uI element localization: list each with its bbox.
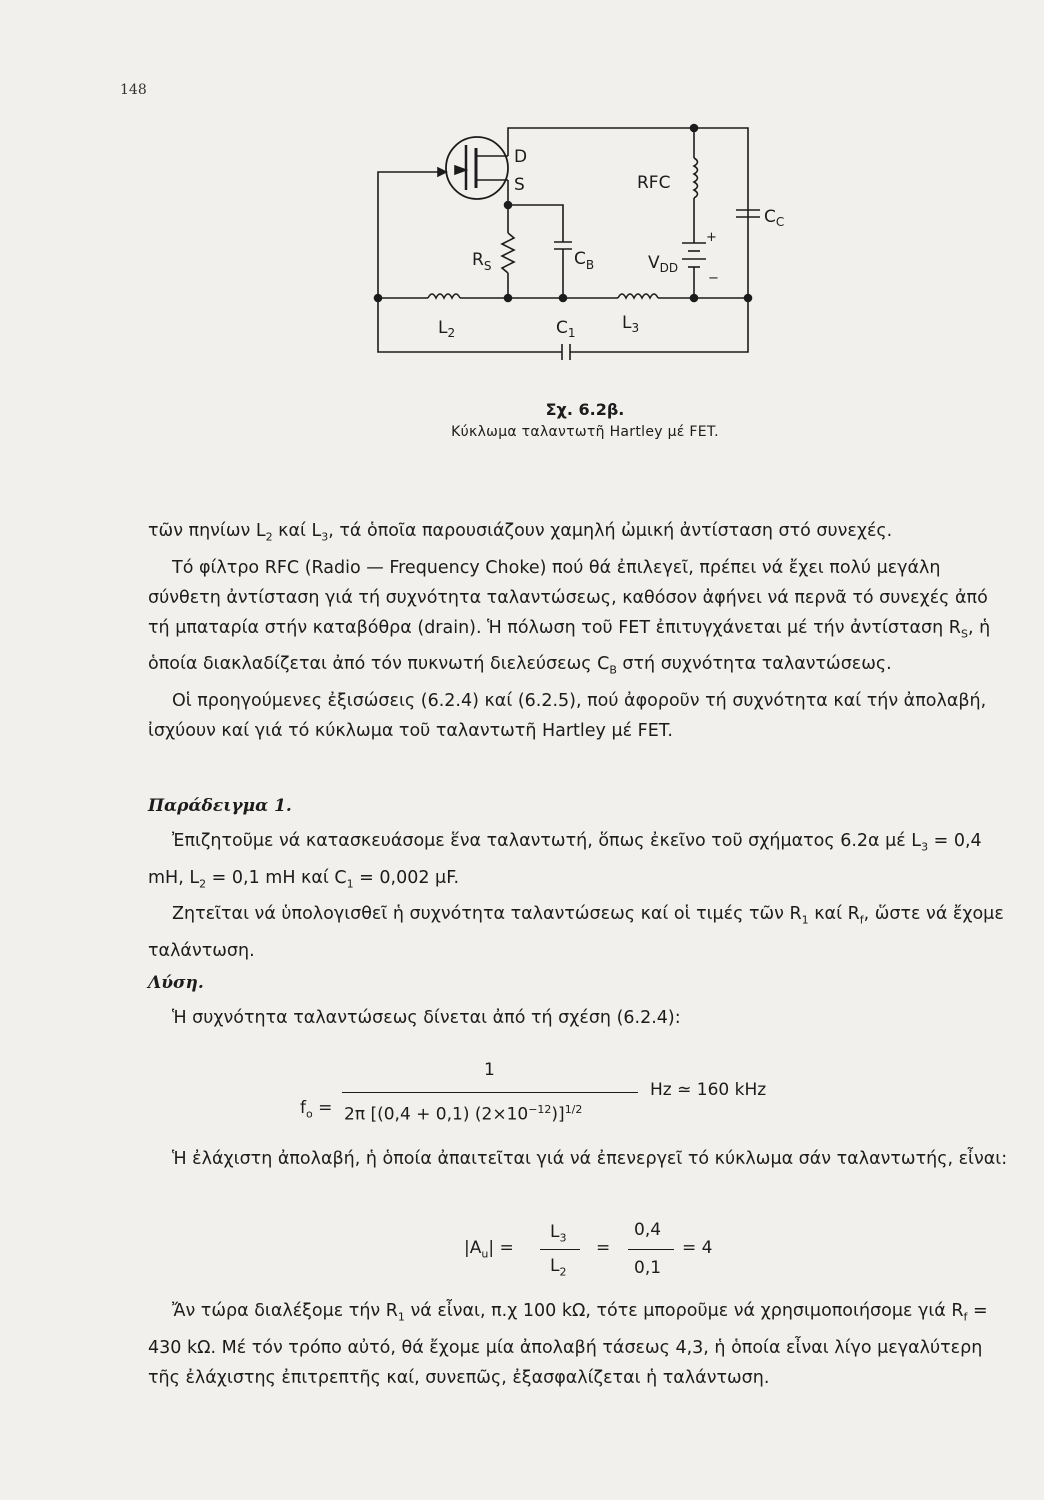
label-d: D xyxy=(514,147,528,167)
resistor-rs-icon xyxy=(502,233,514,273)
page-number: 148 xyxy=(120,82,147,98)
label-cb: $C_B$ xyxy=(574,249,595,272)
paragraph-2: Τό φίλτρο RFC (Radio — Frequency Choke) πού θά ἐπιλεγεῖ, πρέπει νά ἔχει πολύ μεγάλη σύνθετη ἀντίσταση γιά τή συχνότητα ταλαντώσεως, καθόσον ἀφήνει νά περνᾶ τό συνεχές ἀπό τή μπαταρία στήν καταβόθρα (drain). Ἡ πόλωση τοῦ FET ἐπιτυγχάνεται μέ τήν ἀντίσταση $R_S$, ἡ ὁποία διακλαδίζεται ἀπό τόν πυκνωτή διελεύσεως $C_B$ στή συχνότητα ταλαντώσεως. xyxy=(148,557,991,677)
capacitor-c1-icon xyxy=(562,344,570,360)
fet-transistor-icon xyxy=(446,137,508,199)
example-paragraph-2: Ζητεῖται νά ὑπολογισθεῖ ἡ συχνότητα ταλαντώσεως καί οἱ τιμές τῶν $R_1$ καί $R_f$, ὥστε νά ἔχομε ταλάντωση. xyxy=(148,904,1004,961)
eq2-num1: $L_3$ xyxy=(550,1222,567,1245)
label-vdd: $V_{DD}$ xyxy=(648,253,679,275)
inductor-l2-icon xyxy=(428,294,460,298)
rfc-coil-icon xyxy=(694,158,698,198)
eq2-equals: = xyxy=(596,1238,611,1258)
eq2-num2: 0,4 xyxy=(634,1220,662,1240)
example-text xyxy=(148,826,1010,966)
paragraph-1: τῶν πηνίων $L_2$ καί $L_3$, τά ὁποῖα παρουσιάζουν χαμηλή ὠμική ἀντίσταση στό συνεχές. xyxy=(148,521,893,544)
label-l3: $L_3$ xyxy=(622,313,640,335)
label-l2: $L_2$ xyxy=(438,318,456,340)
example-paragraph-1: Ἐπιζητοῦμε νά κατασκευάσομε ἕνα ταλαντωτή, ὅπως ἐκεῖνο τοῦ σχήματος 6.2α μέ $L_3 = 0,4$ mH, $L_2 = 0,1$ mH καί $C_1 = 0,002$ μF. xyxy=(148,831,982,890)
solution-final: Ἄν τώρα διαλέξομε τήν $R_1$ νά εἶναι, π.χ 100 kΩ, τότε μποροῦμε νά χρησιμοποιήσομε γιά $R_f = 430$ kΩ. Μέ τόν τρόπο αὐτό, θά ἔχομε μία ἀπολαβή τάσεως 4,3, ἡ ὁποία εἶναι λίγο μεγαλύτερη τῆς ἐλάχιστης ἐπιτρεπτῆς καί, συνεπῶς, ἐξασφαλίζεται ἡ ταλάντωση. xyxy=(148,1301,988,1388)
battery-vdd-icon xyxy=(682,243,706,267)
figure-label: Σχ. 6.2β. xyxy=(545,400,625,419)
eq1-numerator: 1 xyxy=(484,1060,495,1080)
solution-intro: Ἡ συχνότητα ταλαντώσεως δίνεται ἀπό τή σχέση (6.2.4): xyxy=(172,1008,681,1028)
eq1-denominator: 2π [(0,4 + 0,1) $(2\times 10^{-12})]^{1/2}$ xyxy=(344,1103,583,1125)
body-text xyxy=(148,516,1010,746)
eq2-bar1 xyxy=(540,1249,580,1250)
label-minus: − xyxy=(708,271,719,286)
eq1-lhs: $f_o$ = xyxy=(300,1098,333,1121)
solution-heading: Λύση. xyxy=(148,973,204,993)
capacitor-cb-icon xyxy=(554,242,572,249)
paragraph-3: Οἱ προηγούμενες ἐξισώσεις (6.2.4) καί (6.2.5), πού ἀφοροῦν τή συχνότητα καί τήν ἀπολαβή, ἰσχύουν καί γιά τό κύκλωμα τοῦ ταλαντωτῆ Hartley μέ FET. xyxy=(148,690,987,741)
label-c1: $C_1$ xyxy=(556,318,576,340)
label-s: S xyxy=(514,175,525,195)
label-plus: + xyxy=(706,230,717,245)
example-heading: Παράδειγμα 1. xyxy=(148,796,292,816)
solution-mid: Ἡ ἐλάχιστη ἀπολαβή, ἡ ὁποία ἀπαιτεῖται γιά νά ἐπενεργεῖ τό κύκλωμα σάν ταλαντωτής, εἶναι: xyxy=(172,1149,1008,1169)
eq2-den2: 0,1 xyxy=(634,1258,662,1278)
figure-caption: Κύκλωμα ταλαντωτῆ Hartley μέ FET. xyxy=(451,424,719,440)
eq1-fraction-bar xyxy=(342,1092,638,1093)
label-rfc: RFC xyxy=(637,173,671,193)
eq1-result: Hz ≃ 160 kHz xyxy=(650,1080,767,1100)
inductor-l3-icon xyxy=(618,294,658,298)
eq2-lhs: $|A_u|$ = xyxy=(464,1238,514,1261)
eq2-bar2 xyxy=(628,1249,674,1250)
eq2-result: = 4 xyxy=(682,1238,713,1258)
eq2-den1: $L_2$ xyxy=(550,1256,567,1279)
label-rs: $R_S$ xyxy=(472,250,492,273)
label-cc: $C_C$ xyxy=(764,207,785,229)
